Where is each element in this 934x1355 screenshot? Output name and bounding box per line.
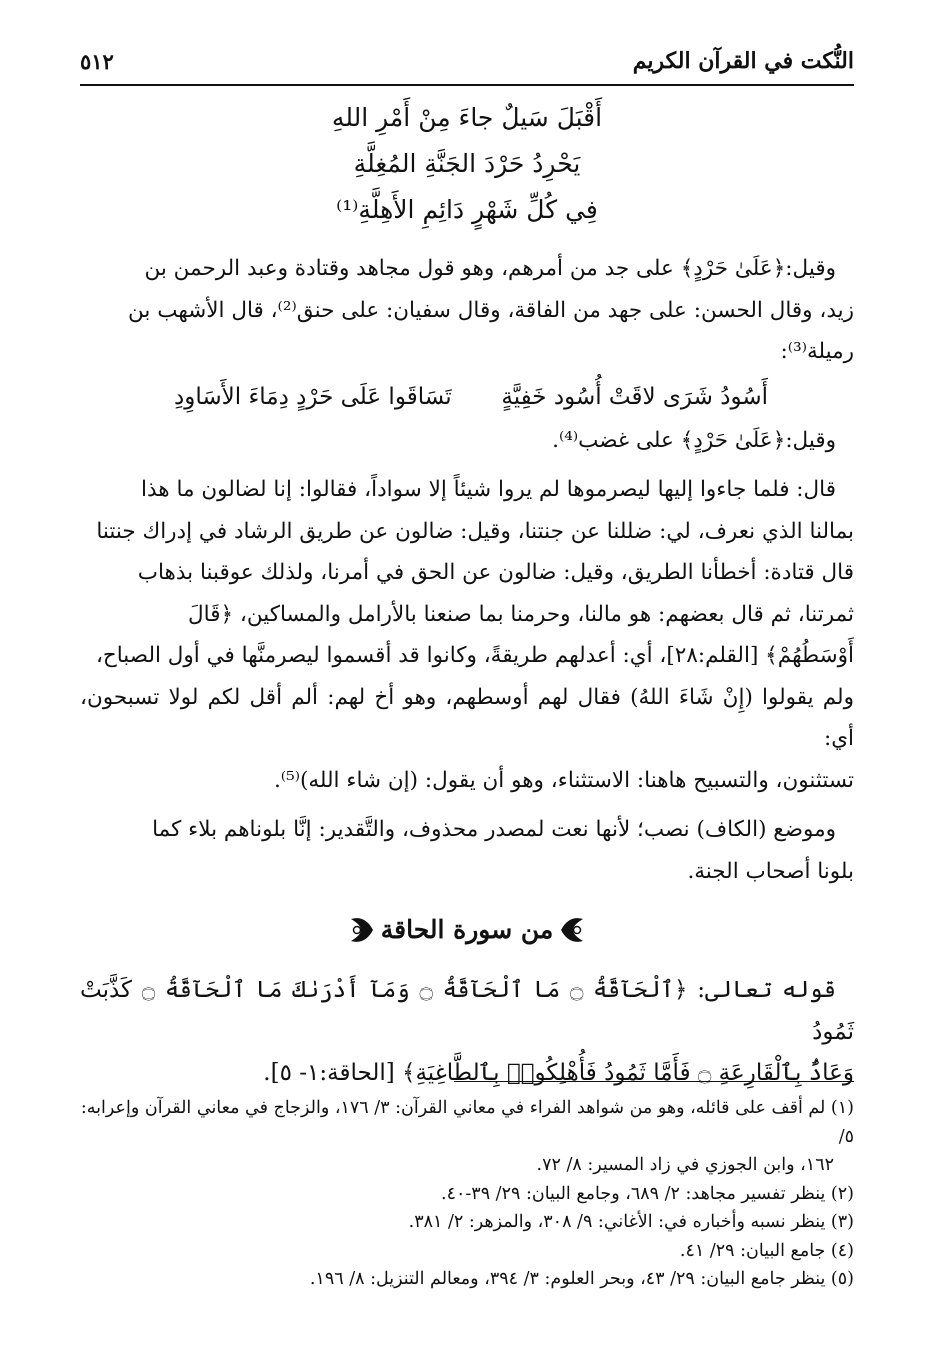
text-line: بلونا أصحاب الجنة.: [687, 858, 854, 884]
footnote-1: (١) لم أقف على قائله، وهو من شواهد الفراء في معاني القرآن: ٣/ ١٧٦، والزجاج في معاني القرآن وإعرابه: ٥/: [80, 1098, 854, 1147]
poetry-verse: [80, 375, 854, 420]
text-line: رميلة⁽³⁾:: [780, 339, 854, 364]
text-line: زيد، وقال الحسن: على جهد من الفاقة، وقال سفيان: على حنق⁽²⁾، قال الأشهب بن: [128, 297, 854, 323]
surah-title: من سورة الحاقة: [380, 915, 554, 945]
footnote-1-continued: ١٦٢، وابن الجوزي في زاد المسير: ٨/ ٧٢.: [536, 1155, 834, 1175]
poem-line: فِي كُلِّ شَهْرٍ دَائِمِ الأَهِلَّةِ⁽¹⁾: [336, 195, 598, 224]
quran-line: قوله تعالى: ﴿ٱلْحَآقَّةُ ۝ مَا ٱلْحَآقَّةُ ۝ وَمَآ أَدْرَىٰكَ مَا ٱلْحَآقَّةُ ۝ كَذَّبَتْ ثَمُودُ: [80, 977, 854, 1045]
text-line: وقيل:﴿عَلَىٰ حَرْدٍ﴾ على جد من أمرهم، وهو قول مجاهد وقتادة وعبد الرحمن بن: [144, 256, 836, 281]
book-page: [80, 0, 854, 1355]
text-line: ثمرتنا، ثم قال بعضهم: هو مالنا، وحرمنا بما صنعنا بالأرامل والمساكين، ﴿قَالَ: [188, 601, 854, 627]
text-line: بمالنا الذي نعرف، لي: ضللنا عن جنتنا، وقيل: ضالون عن طريق الرشاد في إدراك جنتنا: [96, 518, 854, 544]
footnotes: [80, 1094, 854, 1294]
opening-poem: [80, 95, 854, 233]
running-title: النُّكت في القرآن الكريم: [632, 48, 854, 74]
text-line: وقيل:﴿عَلَىٰ حَرْدٍ﴾ على غضب⁽⁴⁾.: [552, 427, 836, 453]
text-line: تستثنون، والتسبيح هاهنا: الاستثناء، وهو أن يقول: (إن شاء الله)⁽⁵⁾.: [273, 767, 854, 793]
footnote-3: (٣) ينظر نسبه وأخباره في: الأغاني: ٩/ ٣٠٨، والمزهر: ٢/ ٣٨١.: [408, 1212, 854, 1232]
ornament-left-icon: [349, 913, 375, 947]
ornament-right-icon: [559, 913, 585, 947]
footnote-4: (٤) جامع البيان: ٢٩/ ٤١.: [679, 1240, 854, 1261]
surah-heading: [80, 896, 854, 964]
text-line: أَوْسَطُهُمْ﴾ [القلم:٢٨]، أي: أعدلهم طريقةً، وكانوا قد أقسموا ليصرمنَّها في أول الصباح،: [95, 643, 854, 668]
verse-first-hemistich: أَسُودُ شَرَى لاقَتْ أُسُود خَفِيَّةٍ: [501, 383, 768, 410]
text-line: ولم يقولوا (إِنْ شَاءَ اللهُ) فقال لهم أوسطهم، وهو أخ لهم: ألم أقل لكم لولا تسبحون، أي:: [80, 684, 854, 751]
page-number: ٥١٢: [80, 48, 114, 74]
poem-line: يَحْرِدُ حَرْدَ الجَنَّةِ المُغِلَّةِ: [353, 149, 581, 178]
footnote-2: (٢) ينظر تفسير مجاهد: ٢/ ٦٨٩، وجامع البيان: ٢٩/ ٣٩-٤٠.: [440, 1183, 854, 1204]
text-line: قال: فلما جاءوا إليها ليصرموها لم يروا شيئاً إلا سواداً، فقالوا: إنا لضالون ما هذا: [141, 477, 836, 502]
quran-line: وَعَادٌۢ بِٱلْقَارِعَةِ ۝ فَأَمَّا ثَمُودُ فَأُهْلِكُوا۟ بِٱلطَّاغِيَةِ﴾ [الحاقة:١- ٥].: [263, 1060, 854, 1086]
main-text: [80, 248, 854, 1095]
footnote-5: (٥) ينظر جامع البيان: ٢٩/ ٤٣، وبحر العلوم: ٣/ ٣٩٤، ومعالم التنزيل: ٨/ ١٩٦.: [309, 1269, 854, 1289]
verse-second-hemistich: تَسَاقَوا عَلَى حَرْدٍ دِمَاءَ الأَسَاوِدِ: [174, 383, 452, 410]
page-header: [80, 38, 854, 86]
text-line: وموضع (الكاف) نصب؛ لأنها نعت لمصدر محذوف، والتَّقدير: إنَّا بلوناهم بلاء كما: [152, 817, 836, 842]
poem-line: أَقْبَلَ سَيلٌ جاءَ مِنْ أَمْرِ اللهِ: [331, 103, 603, 132]
footnote-separator: [454, 1081, 854, 1082]
text-line: قال قتادة: أخطأنا الطريق، وقيل: ضالون عن الحق في أمرنا، ولذلك عوقبنا بذهاب: [137, 560, 854, 585]
